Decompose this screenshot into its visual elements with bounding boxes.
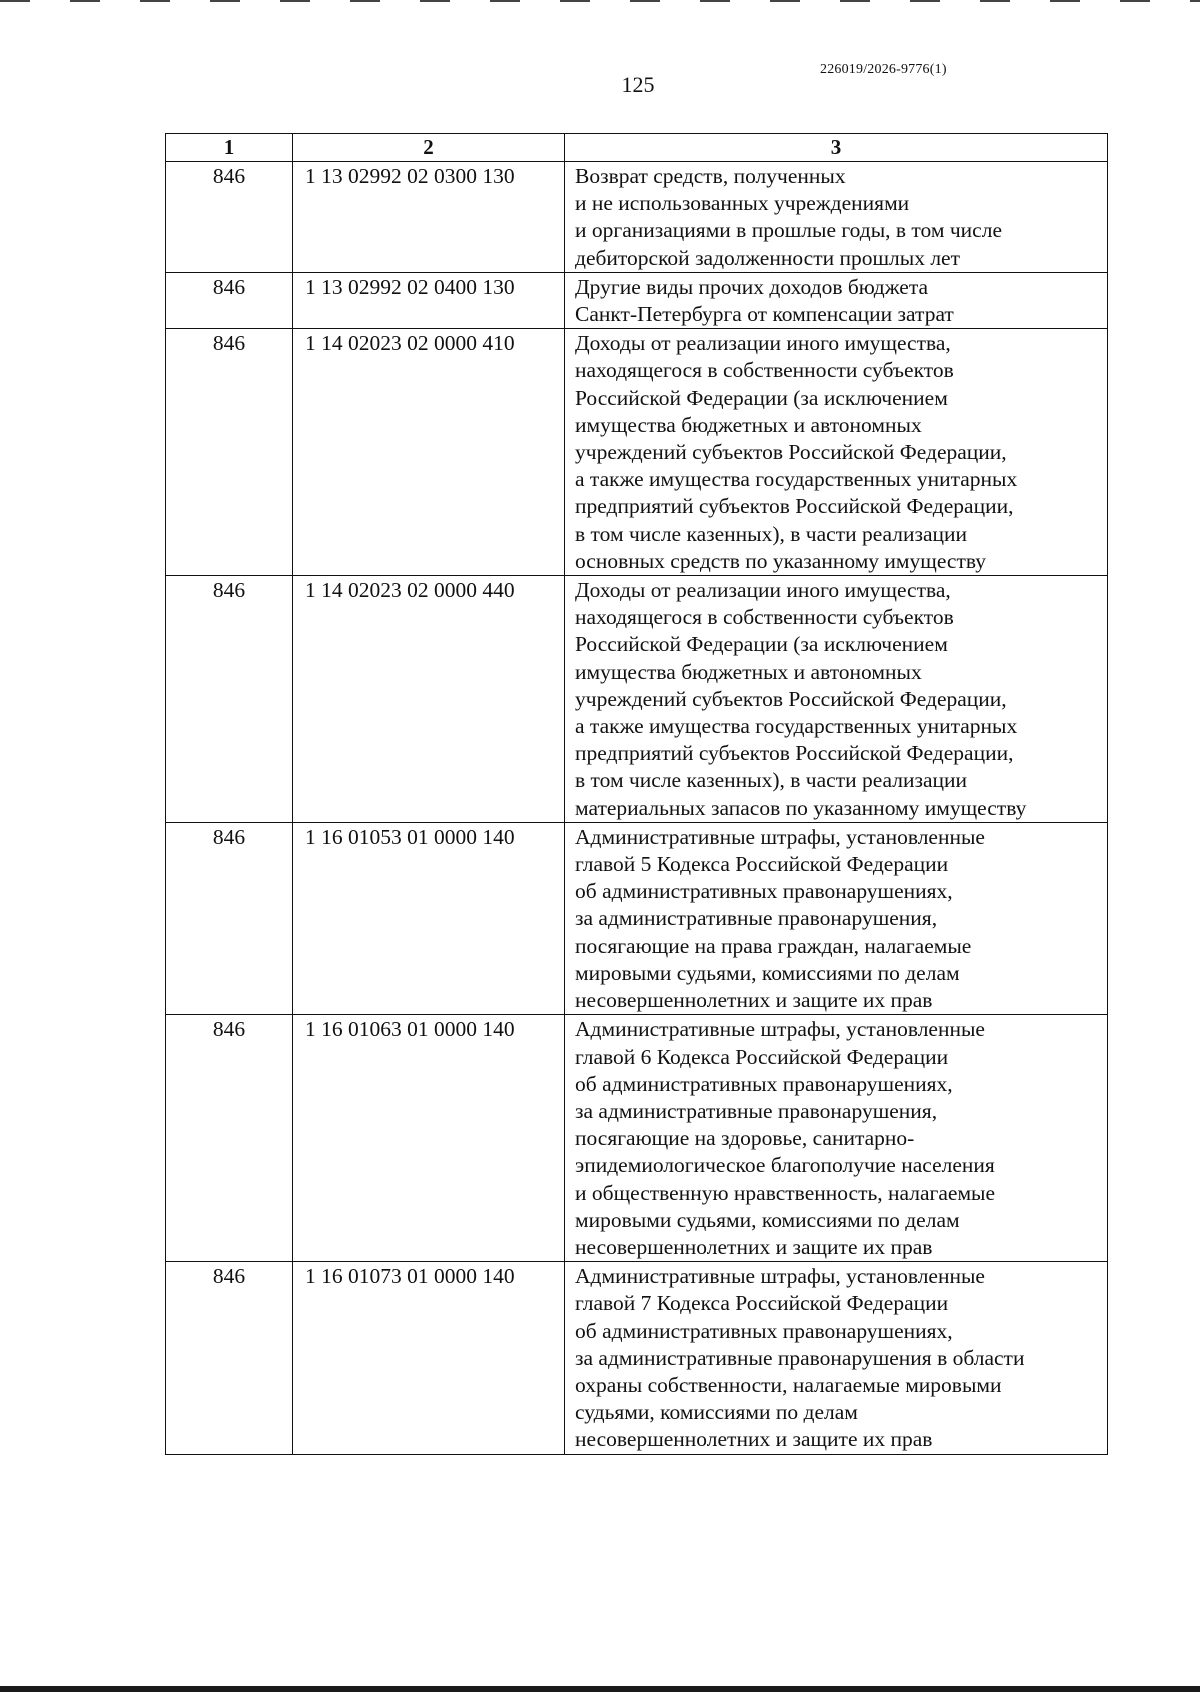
- income-codes-table-container: [165, 133, 1108, 1455]
- admin-code-cell: 846: [166, 329, 293, 576]
- income-name-line: Другие виды прочих доходов бюджета: [575, 274, 929, 299]
- document-reference: 226019/2026-9776(1): [820, 62, 947, 77]
- income-name-line: находящегося в собственности субъектов: [575, 358, 954, 383]
- income-name-line: за административные правонарушения,: [575, 1098, 938, 1123]
- income-name-line: несовершеннолетних и защите их прав: [575, 1234, 933, 1259]
- income-name-cell: [565, 272, 1108, 328]
- income-codes-table: [165, 133, 1108, 1455]
- income-name-line: дебиторской задолженности прошлых лет: [575, 245, 960, 270]
- table-row: [166, 1262, 1108, 1454]
- scan-top-edge: [0, 0, 1200, 2]
- income-name-line: в том числе казенных), в части реализации: [575, 521, 968, 546]
- income-name-line: и общественную нравственность, налагаемые: [575, 1180, 996, 1205]
- income-code-cell: 1 14 02023 02 0000 410: [293, 329, 565, 576]
- income-name-line: Административные штрафы, установленные: [575, 1264, 985, 1289]
- income-code-cell: 1 16 01073 01 0000 140: [293, 1262, 565, 1454]
- income-name-line: об административных правонарушениях,: [575, 879, 953, 904]
- column-header-2: 2: [293, 134, 565, 162]
- income-name-line: Доходы от реализации иного имущества,: [575, 331, 951, 356]
- income-name-line: Административные штрафы, установленные: [575, 1017, 985, 1042]
- income-name-line: Санкт-Петербурга от компенсации затрат: [575, 302, 954, 327]
- income-name-cell: [565, 822, 1108, 1014]
- income-name-line: несовершеннолетних и защите их прав: [575, 988, 933, 1013]
- income-name-line: несовершеннолетних и защите их прав: [575, 1427, 933, 1452]
- table-row: [166, 822, 1108, 1014]
- admin-code-cell: 846: [166, 272, 293, 328]
- income-name-line: в том числе казенных), в части реализации: [575, 768, 968, 793]
- income-name-line: посягающие на здоровье, санитарно-: [575, 1126, 915, 1151]
- income-name-line: находящегося в собственности субъектов: [575, 605, 954, 630]
- income-name-line: а также имущества государственных унитарных: [575, 714, 1018, 739]
- income-name-line: учреждений субъектов Российской Федерации,: [575, 440, 1007, 465]
- income-name-line: охраны собственности, налагаемые мировыми: [575, 1372, 1002, 1397]
- admin-code-cell: 846: [166, 1262, 293, 1454]
- income-name-line: об административных правонарушениях,: [575, 1071, 953, 1096]
- income-name-line: предприятий субъектов Российской Федерации,: [575, 494, 1014, 519]
- income-name-line: и не использованных учреждениями: [575, 191, 910, 216]
- income-name-line: за административные правонарушения,: [575, 906, 938, 931]
- income-name-line: судьями, комиссиями по делам: [575, 1400, 858, 1425]
- income-name-line: эпидемиологическое благополучие населения: [575, 1153, 995, 1178]
- income-name-line: посягающие на права граждан, налагаемые: [575, 933, 972, 958]
- income-code-cell: 1 13 02992 02 0400 130: [293, 272, 565, 328]
- income-name-line: Доходы от реализации иного имущества,: [575, 578, 951, 603]
- income-name-line: учреждений субъектов Российской Федерации,: [575, 686, 1007, 711]
- admin-code-cell: 846: [166, 1015, 293, 1262]
- income-name-line: главой 6 Кодекса Российской Федерации: [575, 1044, 949, 1069]
- income-name-line: главой 7 Кодекса Российской Федерации: [575, 1291, 949, 1316]
- income-name-line: об административных правонарушениях,: [575, 1318, 953, 1343]
- income-code-cell: 1 13 02992 02 0300 130: [293, 162, 565, 273]
- column-header-1: 1: [166, 134, 293, 162]
- income-name-line: главой 5 Кодекса Российской Федерации: [575, 852, 949, 877]
- income-name-cell: [565, 1015, 1108, 1262]
- income-name-line: Возврат средств, полученных: [575, 164, 846, 188]
- table-row: [166, 329, 1108, 576]
- income-name-line: мировыми судьями, комиссиями по делам: [575, 1207, 960, 1232]
- income-name-line: Российской Федерации (за исключением: [575, 632, 948, 657]
- income-code-cell: 1 14 02023 02 0000 440: [293, 576, 565, 823]
- column-header-3: 3: [565, 134, 1108, 162]
- scan-bottom-edge: [0, 1686, 1200, 1692]
- income-name-cell: [565, 1262, 1108, 1454]
- income-name-line: а также имущества государственных унитарных: [575, 467, 1018, 492]
- admin-code-cell: 846: [166, 576, 293, 823]
- income-name-line: имущества бюджетных и автономных: [575, 659, 922, 684]
- table-row: [166, 1015, 1108, 1262]
- income-name-cell: [565, 329, 1108, 576]
- income-code-cell: 1 16 01053 01 0000 140: [293, 822, 565, 1014]
- income-name-line: материальных запасов по указанному имуществу: [575, 795, 1027, 820]
- income-name-cell: [565, 162, 1108, 273]
- page-number: 125: [621, 72, 655, 97]
- table-row: [166, 162, 1108, 273]
- income-code-cell: 1 16 01063 01 0000 140: [293, 1015, 565, 1262]
- admin-code-cell: 846: [166, 162, 293, 273]
- income-name-line: Административные штрафы, установленные: [575, 824, 985, 849]
- table-row: [166, 272, 1108, 328]
- income-name-line: предприятий субъектов Российской Федерации,: [575, 741, 1014, 766]
- income-name-line: имущества бюджетных и автономных: [575, 412, 922, 437]
- table-body: [166, 162, 1108, 1455]
- income-name-cell: [565, 576, 1108, 823]
- income-name-line: и организациями в прошлые годы, в том числе: [575, 218, 1002, 243]
- income-name-line: за административные правонарушения в области: [575, 1345, 1025, 1370]
- table-row: [166, 576, 1108, 823]
- admin-code-cell: 846: [166, 822, 293, 1014]
- income-name-line: основных средств по указанному имуществу: [575, 548, 987, 573]
- income-name-line: мировыми судьями, комиссиями по делам: [575, 960, 960, 985]
- table-header-row: [166, 134, 1108, 162]
- income-name-line: Российской Федерации (за исключением: [575, 385, 948, 410]
